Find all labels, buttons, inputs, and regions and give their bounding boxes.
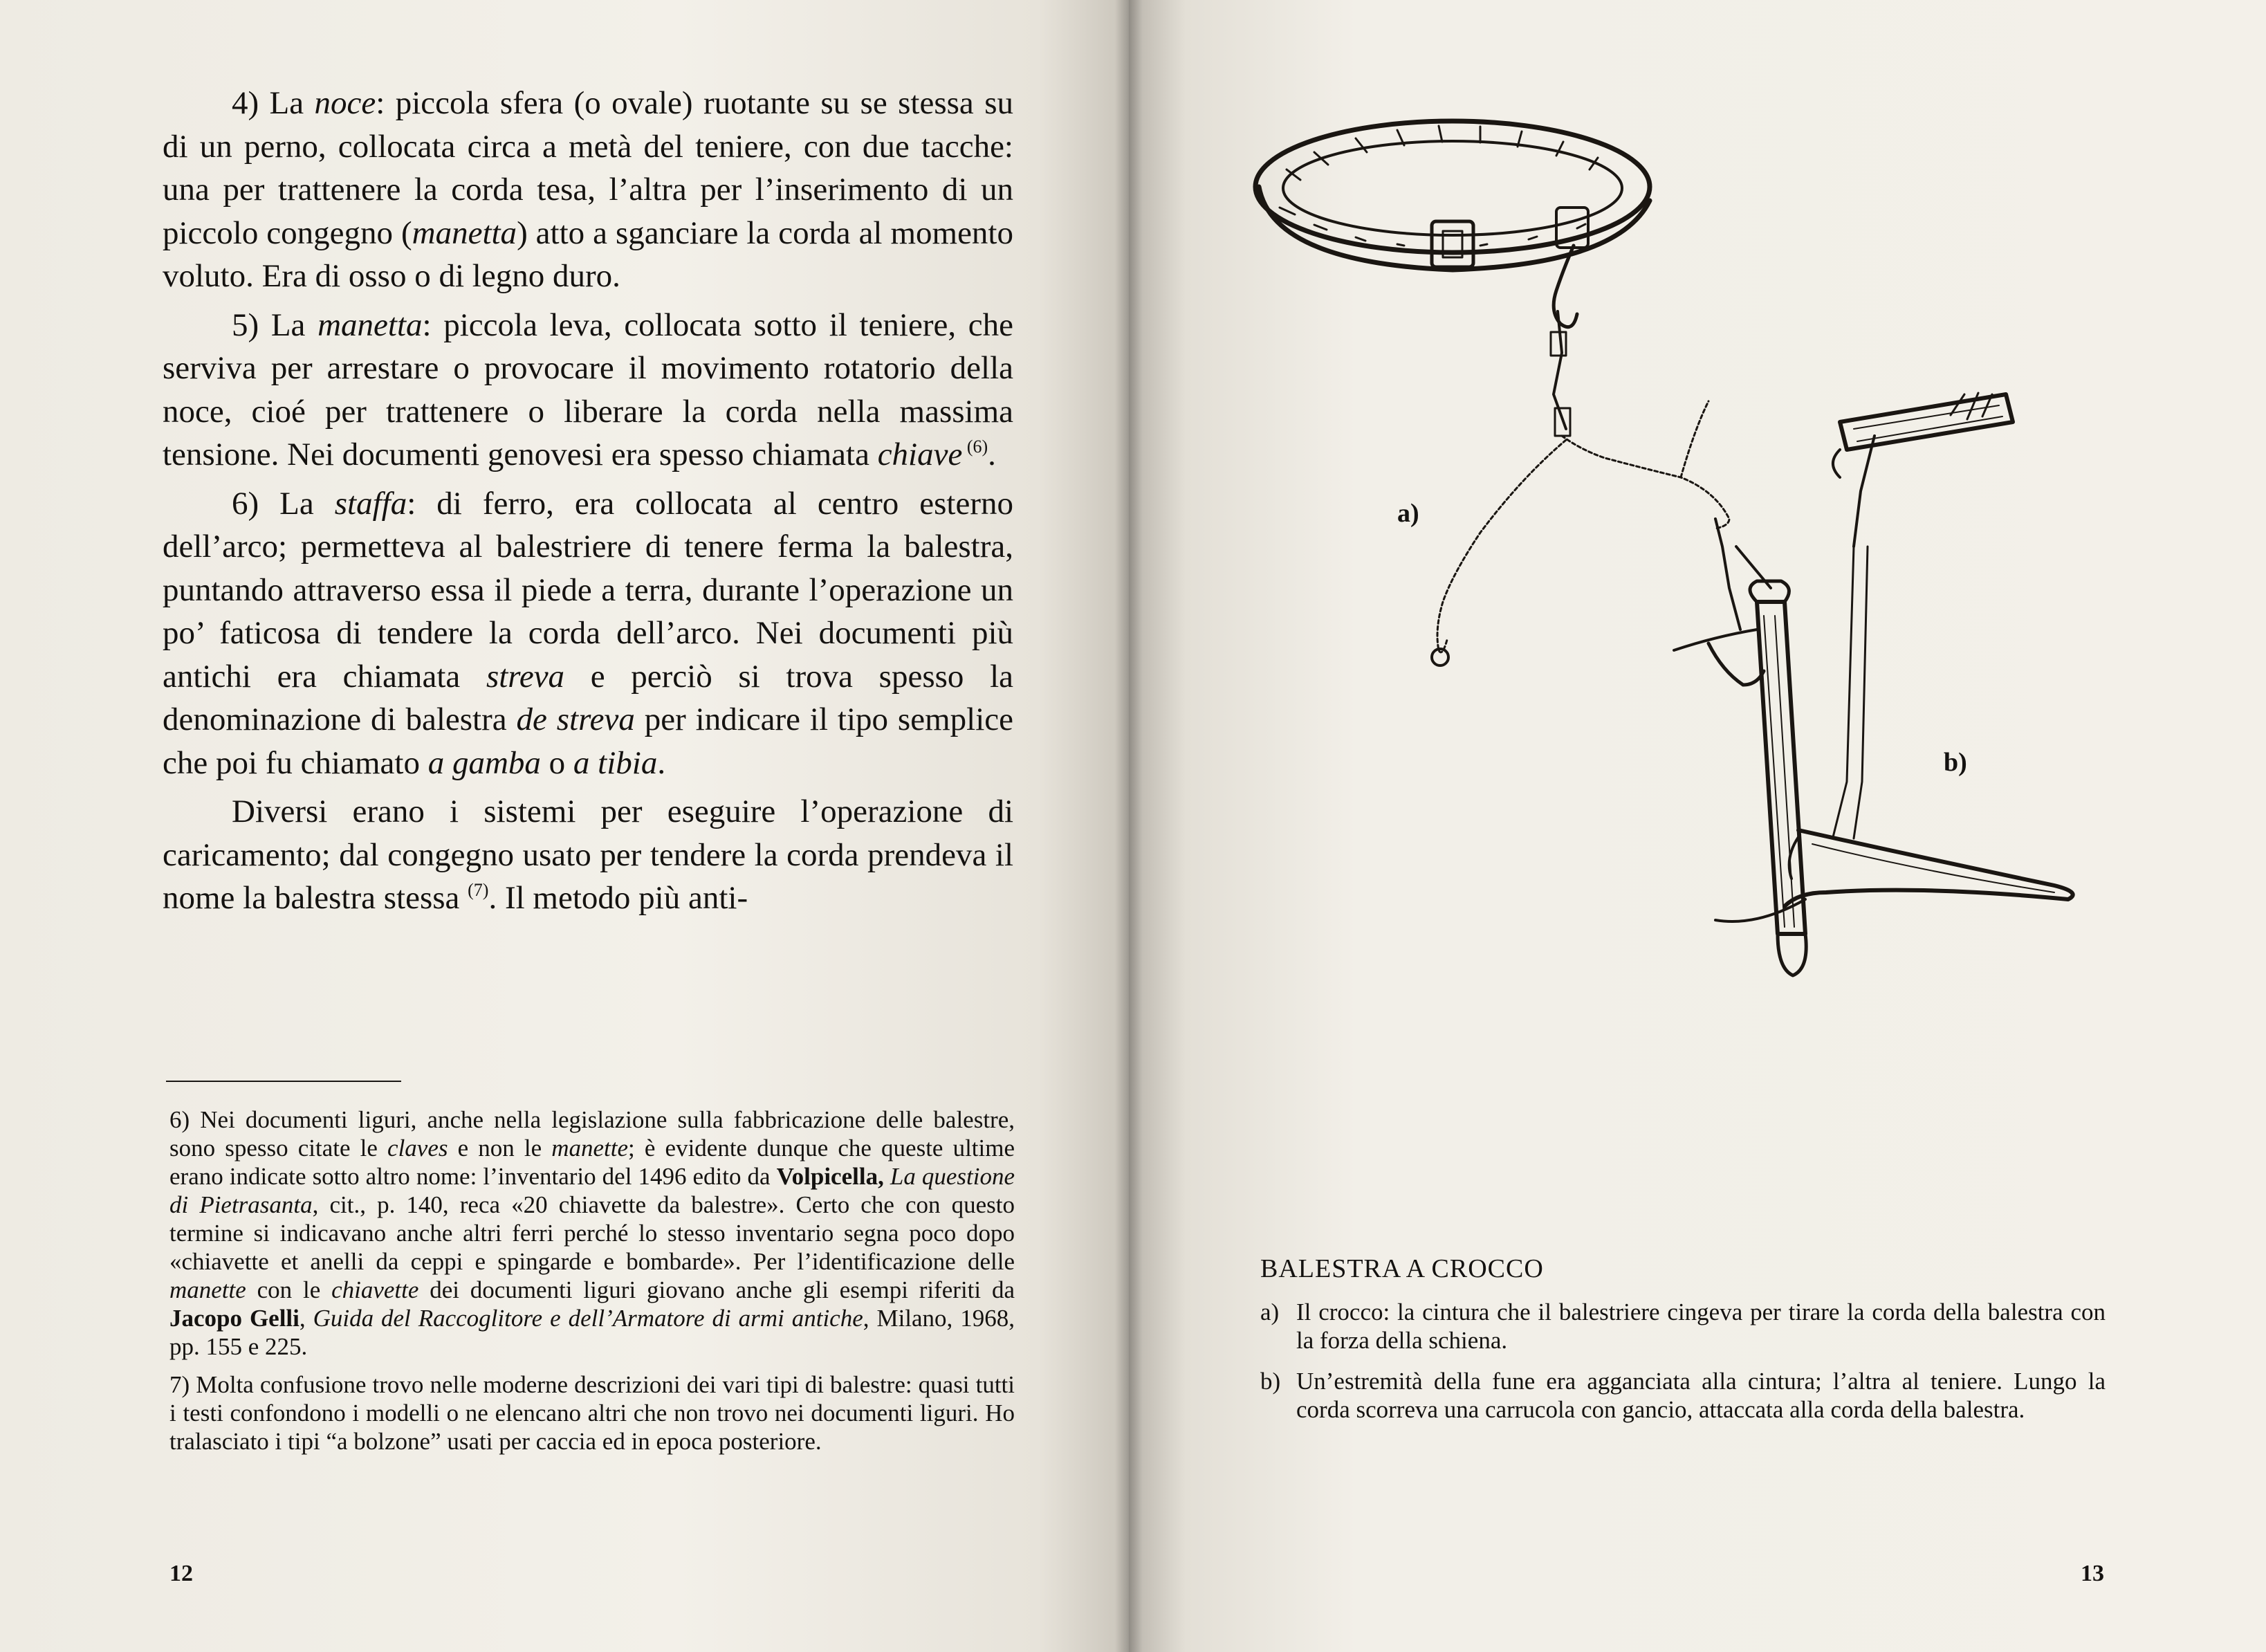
paragraph-caricamento: Diversi erano i sistemi per eseguire l’operazione di caricamento; dal congegno usato per tendere la corda prendeva il nome la balestra stessa $^{(7)}$. Il metodo più anti- xyxy=(163,793,1013,916)
illustration-label-a: a) xyxy=(1397,499,1419,528)
caption-list xyxy=(1260,1298,2106,1424)
left-body-text xyxy=(163,82,1013,920)
caption-letter: b) xyxy=(1260,1368,1281,1395)
page-number-left: 12 xyxy=(169,1561,193,1586)
bow-drawing xyxy=(1715,830,2073,921)
belt-drawing xyxy=(1255,121,1650,270)
footnote-rule xyxy=(166,1081,401,1082)
rope-drawing xyxy=(1432,401,1729,666)
caption-text: Il crocco: la cintura che il balestriere cingeva per tirare la corda della balestra con la forza della schiena. xyxy=(1296,1298,2106,1354)
paragraph-staffa: 6) La staffa: di ferro, era collocata al centro esterno dell’arco; permetteva al balestriere di tenere ferma la balestra, puntando attraverso essa il piede a terra, durante l’operazione un po’ faticosa di tendere la corda dell’arco. Nei documenti più antichi era chiamata streva e perciò si trova spesso la denominazione di balestra de streva per indicare il tipo semplice che poi fu chiamato a gamba o a tibia. xyxy=(163,485,1013,781)
pulley-drawing xyxy=(1674,519,1764,685)
paragraph-noce: 4) La noce: piccola sfera (o ovale) ruotante su se stessa su di un perno, collocata circa a metà del teniere, con due tacche: una per trattenere la corda tesa, l’altra per l’inserimento di un piccolo congegno (manetta) atto a sganciare la corda al momento voluto. Era di osso o di legno duro. xyxy=(163,85,1013,294)
illustration-label-b: b) xyxy=(1944,748,1967,777)
paragraph-manetta: 5) La manetta: piccola leva, collocata sotto il teniere, che serviva per arrestare o provocare il movimento rotatorio della noce, cioé per trattenere o liberare la corda nella massima tensione. Nei documenti genovesi era spesso chiamata chiave $^{(6)}$. xyxy=(163,306,1013,472)
left-page xyxy=(0,0,1129,1652)
crossbow-crocco-illustration xyxy=(1231,104,2103,1052)
caption-text: Un’estremità della fune era agganciata alla cintura; l’altra al teniere. Lungo la corda scorreva una carrucola con gancio, attaccata alla corda della balestra. xyxy=(1296,1368,2106,1423)
caption-letter: a) xyxy=(1260,1298,1280,1325)
footnote-7: 7) Molta confusione trovo nelle moderne descrizioni dei vari tipi di balestre: quasi tutti i testi confondono i modelli o ne elencano altri che non trovo nei documenti liguri. Ho tralasciato i tipi “a bolzone” usati per caccia ed in epoca posteriore. xyxy=(169,1371,1015,1455)
caption-title: BALESTRA A CROCCO xyxy=(1260,1254,1544,1283)
belt-hook-drawing xyxy=(1551,246,1577,436)
footnote-6: 6) Nei documenti liguri, anche nella legislazione sulla fabbricazione delle balestre, sono spesso citate le claves e non le manette; è evidente dunque che queste ultime erano indicate sotto altro nome: l’inventario del 1496 edito da Volpicella, La questione di Pietrasanta, cit., p. 140, reca «20 chiavette da balestre». Certo che con questo termine si indicavano anche altri ferri perché lo stesso inventario segna poco dopo «chiavette et anelli da ceppi e spingarde e bombarde». Per l’identificazione delle manette con le chiavette dei documenti liguri giovano anche gli esempi riferiti da Jacopo Gelli, Guida del Raccoglitore e dell’Armatore di armi antiche, Milano, 1968, pp. 155 e 225. xyxy=(169,1106,1015,1360)
teniere-end-drawing xyxy=(1833,393,2013,547)
page-number-right: 13 xyxy=(2081,1561,2104,1586)
book-gutter xyxy=(1115,0,1143,1652)
caption-item-b xyxy=(1260,1367,2106,1424)
crossbow-stock-drawing xyxy=(1736,547,1806,975)
footnotes xyxy=(169,1105,1015,1456)
caption-item-a xyxy=(1260,1298,2106,1355)
